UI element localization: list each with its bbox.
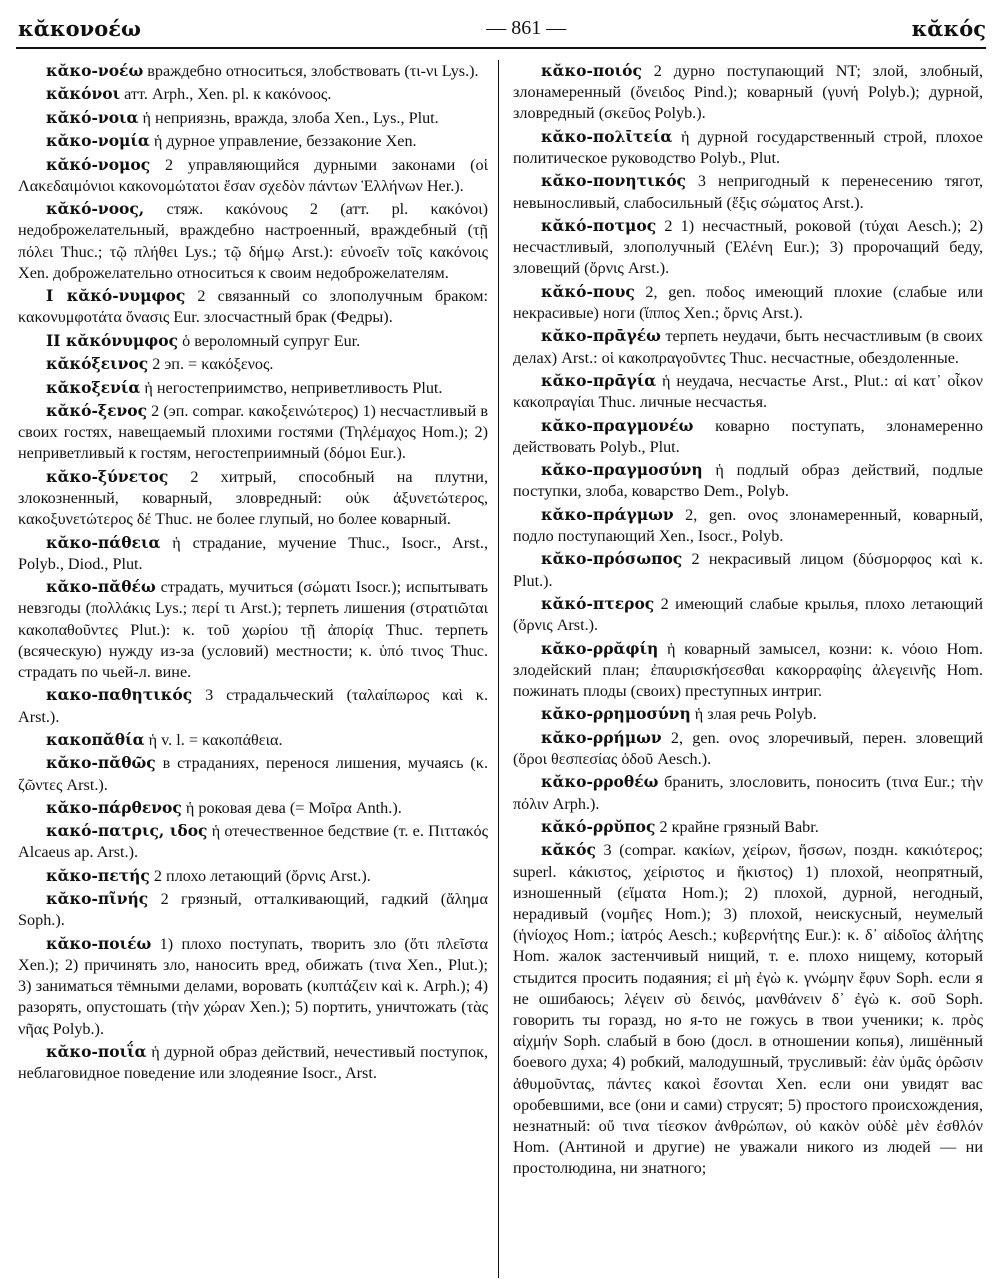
entry-headword: κᾰκό-ξενος bbox=[46, 400, 148, 420]
entry-definition: 2 дурно поступающий NT; злой, злобный, злонамеренный (ὄνειδος Pind.); коварный (γυνή Polyb.); дурной, зловредный (σκεῦος Polyb.). bbox=[513, 62, 983, 123]
dictionary-entry bbox=[18, 83, 488, 105]
dictionary-entry bbox=[513, 459, 983, 502]
dictionary-entry bbox=[18, 466, 488, 531]
entry-definition: 2 связанный со злополучным браком: κακονυμφοτάτα ὄνασις Eur. злосчастный брак (Федры). bbox=[18, 287, 488, 327]
page-number: — 861 — bbox=[486, 16, 567, 39]
entry-headword: κᾰκό-ποτμος bbox=[541, 215, 657, 235]
dictionary-entry bbox=[18, 154, 488, 197]
entry-headword: κᾰκο-ρρημοσύνη bbox=[541, 704, 691, 724]
entry-headword: κᾰκοξενία bbox=[46, 377, 141, 397]
dictionary-entry bbox=[18, 865, 488, 887]
dictionary-entry bbox=[18, 60, 488, 82]
entry-definition: ἡ дурной образ действий, нечестивый поступок, неблаговидное поведение или злодеяние Isocr., Arst. bbox=[18, 1043, 488, 1083]
entry-definition: ἡ страдание, мучение Thuc., Isocr., Arst., Polyb., Diod., Plut. bbox=[18, 533, 488, 573]
left-column bbox=[18, 60, 488, 1278]
dictionary-entry bbox=[18, 130, 488, 152]
entry-headword: κᾰκο-ποιΐα bbox=[46, 1042, 147, 1062]
dictionary-entry bbox=[513, 281, 983, 324]
right-column bbox=[513, 60, 983, 1278]
dictionary-entry bbox=[18, 330, 488, 352]
dictionary-entry bbox=[513, 126, 983, 169]
entry-definition: 1) плохо поступать, творить зло (ὅτι πλεῖστα Xen.); 2) причинять зло, наносить вред, обижать (τινα Xen., Plut.); 3) заниматься тёмными делами, воровать (κυπτάζειν καὶ κ. Arph.); 4) разорять, опустошать (τὴν χώραν Xen.); 5) портить, уничтожать (τὰς νῆας Polyb.). bbox=[18, 934, 488, 1038]
entry-headword: κᾰκο-πρᾱγέω bbox=[541, 326, 661, 346]
entry-definition: ἡ роковая дева (= Μοῖρα Anth.). bbox=[181, 798, 402, 817]
entry-definition: 2 хитрый, способный на плутни, злокозненный, коварный, зловредный: οὐκ ἀξυνετώτερος, κακοξυνετώτερος δέ Thuc. не более глупый, но более коварный. bbox=[18, 467, 488, 529]
entry-headword: κακοπᾰθία bbox=[46, 729, 145, 749]
dictionary-entry bbox=[513, 638, 983, 703]
entry-headword: κᾰκό-νοια bbox=[46, 107, 139, 127]
page-header bbox=[18, 12, 986, 44]
entry-definition: в страданиях, перенося лишения, мучаясь (κ. ζῶντες Arst.). bbox=[18, 754, 488, 794]
entry-definition: 2 1) несчастный, роковой (τύχαι Aesch.); 2) несчастливый, злополучный (Ἑλένη Eur.); 3) пророчащий беду, зловещий (ὄρνις Arst.). bbox=[513, 216, 983, 278]
entry-headword: κακό-πατρις, ιδος bbox=[46, 821, 208, 841]
dictionary-entry bbox=[513, 771, 983, 814]
dictionary-entry bbox=[18, 107, 488, 129]
entry-definition: ἡ неприязнь, вражда, злоба Xen., Lys., Plut. bbox=[138, 108, 439, 127]
entry-definition: бранить, злословить, поносить (τινα Eur.; τὴν πόλιν Arph.). bbox=[513, 773, 983, 813]
dictionary-entry bbox=[513, 703, 983, 725]
dictionary-entry bbox=[513, 60, 983, 125]
dictionary-entry bbox=[513, 215, 983, 280]
entry-headword: κᾰκόξεινος bbox=[46, 354, 149, 374]
entry-definition: коварно поступать, злонамеренно действовать Polyb., Plut. bbox=[513, 416, 983, 456]
dictionary-entry bbox=[513, 370, 983, 413]
dictionary-entry bbox=[513, 593, 983, 636]
column-divider bbox=[498, 60, 499, 1278]
entry-headword: κᾰκο-πετής bbox=[46, 865, 150, 885]
entry-headword: κᾰκο-πρᾱγία bbox=[541, 370, 657, 390]
dictionary-entry bbox=[513, 727, 983, 770]
entry-headword: κᾰκο-πᾰθέω bbox=[46, 577, 156, 597]
entry-headword: κᾰκο-πῖνής bbox=[46, 889, 149, 909]
entry-headword: κᾰκο-πάθεια bbox=[46, 532, 161, 552]
entry-headword: κᾰκο-πάρθενος bbox=[46, 797, 182, 817]
dictionary-entry bbox=[18, 684, 488, 727]
header-rule bbox=[16, 47, 986, 49]
dictionary-entry bbox=[18, 797, 488, 819]
entry-definition: 2 (эп. compar. κακοξεινώτερος) 1) несчастливый в своих гостях, навещаемый плохими гостями (Τηλέμαχος Hom.); 2) неприветливый к гостям, негостеприимный (δόμοι Eur.). bbox=[18, 401, 488, 463]
entry-definition: 2 эп. = κακόξενος. bbox=[148, 355, 274, 374]
entry-headword: κᾰκο-πᾰθῶς bbox=[46, 753, 156, 773]
entry-definition: ἡ злая речь Polyb. bbox=[690, 705, 817, 724]
dictionary-entry bbox=[513, 548, 983, 591]
entry-definition: терпеть неудачи, быть несчастливым (в своих делах) Arst.: οἱ κακοπραγοῦντες Thuc. несчастные, обездоленные. bbox=[513, 327, 983, 367]
entry-headword: κᾰκός bbox=[541, 840, 596, 860]
entry-headword: κᾰκο-ρρήμων bbox=[541, 727, 662, 747]
entry-definition: враждебно относиться, злобствовать (τι-νι Lys.). bbox=[143, 62, 479, 80]
dictionary-entry bbox=[18, 576, 488, 683]
dictionary-entry bbox=[18, 752, 488, 795]
dictionary-entry bbox=[18, 729, 488, 751]
entry-headword: κᾰκο-ρροθέω bbox=[541, 772, 659, 792]
entry-headword: κᾰκο-νοέω bbox=[46, 61, 144, 80]
entry-definition: 2, gen. ονος злоречивый, перен. зловещий (ὅροι θεσπεσίας ὁδοῦ Aesch.). bbox=[513, 728, 983, 768]
entry-definition: 2, gen. ονος злонамеренный, коварный, подло поступающий Xen., Isocr., Polyb. bbox=[513, 505, 983, 545]
entry-headword: κᾰκό-πους bbox=[541, 281, 635, 301]
entry-headword: κᾰκο-ποιός bbox=[541, 61, 642, 80]
entry-definition: 2 управляющийся дурными законами (οἱ Λακεδαιμόνιοι κακονομώτατοι ἔσαν σχεδὸν πάντων Ἑλλήνων Her.). bbox=[18, 155, 488, 195]
entry-definition: 2 имеющий слабые крылья, плохо летающий (ὄρνις Arst.). bbox=[513, 594, 983, 635]
entry-definition: ἡ неудача, несчастье Arst., Plut.: αἱ κατ᾽ οἶκον κακοπραγίαι Thuc. личные несчастья. bbox=[513, 371, 983, 412]
entry-definition: 3 страдальческий (ταλαίπωρος καὶ κ. Arst.). bbox=[18, 686, 488, 726]
entry-definition: ἡ дурное управление, беззаконие Xen. bbox=[149, 132, 417, 151]
entry-definition: 2 некрасивый лицом (δύσμορφος καὶ κ. Plut.). bbox=[513, 550, 983, 590]
entry-definition: 2 грязный, отталкивающий, гадкий (ἄλημα Soph.). bbox=[18, 890, 488, 930]
entry-definition: 2, gen. ποδος имеющий плохие (слабые или некрасивые) ноги (ἵππος Xen.; ὄρνις Arst.). bbox=[513, 282, 983, 322]
dictionary-entry bbox=[513, 170, 983, 213]
entry-definition: 2 крайне грязный Babr. bbox=[655, 817, 819, 836]
entry-definition: стяж. κακόνους 2 (атт. pl. κακόνοι) недоброжелательный, враждебно настроенный, враждебный (τῇ πόλει Thuc.; τῷ πλήθει Lys.; τῷ δήμῳ Arst.): εὐνοεῖν τοῖς κακόνοις Xen. доброжелательно относиться к своим недоброжелателям. bbox=[18, 200, 488, 282]
dictionary-entry bbox=[18, 888, 488, 931]
entry-definition: ἡ v. l. = κακοπάθεια. bbox=[144, 730, 283, 749]
entry-headword: κᾰκο-πραγμοσύνη bbox=[541, 460, 703, 480]
entry-headword: κᾰκο-πρόσωπος bbox=[541, 549, 683, 569]
dictionary-entry bbox=[18, 1041, 488, 1084]
entry-definition: ἡ дурной государственный строй, плохое политическое руководство Polyb., Plut. bbox=[513, 127, 983, 167]
entry-headword: κᾰκο-ποιέω bbox=[46, 933, 152, 953]
dictionary-entry bbox=[18, 820, 488, 863]
left-running-head: κᾰκονοέω bbox=[18, 15, 141, 41]
dictionary-entry bbox=[18, 377, 488, 399]
entry-headword: κᾰκό-πτερος bbox=[541, 593, 655, 613]
entry-headword: κακο-παθητικός bbox=[46, 685, 193, 705]
entry-definition: 3 непригодный к перенесению тягот, невыносливый, слабосильный (ἕξις σώματος Arst.). bbox=[513, 172, 983, 212]
entry-headword: κᾰκόνοι bbox=[46, 84, 121, 104]
entry-headword: κᾰκο-πολῑτεία bbox=[541, 126, 673, 146]
entry-definition: страдать, мучиться (σώματι Isocr.); испытывать невзгоды (πολλάκις Lys.; περί τι Arst.); терпеть лишения (στρατιῶται κακοπαθοῦντες Plut.): κ. τοῦ χωρίου τῇ ἀπορίᾳ Thuc. терпеть (всяческую) нужду из-за (условий) местности; κ. ὑπό τινος Thuc. страдать по чьей-л. вине. bbox=[18, 578, 488, 681]
entry-definition: ἡ отечественное бедствие (т. е. Πιττακός Alcaeus ap. Arst.). bbox=[18, 822, 488, 862]
entry-definition: ὁ вероломный супруг Eur. bbox=[178, 331, 361, 350]
dictionary-entry bbox=[18, 198, 488, 284]
entry-headword: κᾰκό-νοος, bbox=[46, 199, 145, 219]
entry-headword: κᾰκο-νομία bbox=[46, 131, 150, 151]
dictionary-entry bbox=[513, 415, 983, 458]
entry-definition: ἡ коварный замысел, козни: κ. νόοιο Hom. злодейский план; ἐπαυρισκήσεσθαι κακορραφίης ἀλεγεινῆς Hom. пожинать плоды (своих) преступных интриг. bbox=[513, 639, 983, 700]
dictionary-entry bbox=[513, 839, 983, 1179]
dictionary-entry bbox=[513, 504, 983, 547]
entry-headword: κᾰκο-πραγμονέω bbox=[541, 415, 694, 435]
dictionary-entry bbox=[513, 325, 983, 368]
entry-headword: II κᾰκόνυμφος bbox=[46, 330, 179, 350]
entry-headword: κᾰκο-ρρᾰφίη bbox=[541, 638, 659, 658]
entry-headword: κᾰκο-ξύνετος bbox=[46, 466, 169, 486]
right-running-head: κᾰκός bbox=[911, 15, 986, 41]
entry-headword: κᾰκό-νομος bbox=[46, 154, 151, 174]
entry-headword: κᾰκο-πράγμων bbox=[541, 504, 674, 524]
dictionary-entry bbox=[18, 285, 488, 328]
dictionary-entry bbox=[18, 532, 488, 575]
entry-headword: κᾰκο-πονητικός bbox=[541, 171, 686, 191]
dictionary-entry bbox=[18, 400, 488, 465]
entry-headword: κᾰκό-ρρῠπος bbox=[541, 816, 656, 836]
entry-definition: ἡ подлый образ действий, подлые поступки, злоба, коварство Dem., Polyb. bbox=[513, 461, 983, 501]
dictionary-entry bbox=[513, 816, 983, 838]
entry-definition: 2 плохо летающий (ὄρνις Arst.). bbox=[149, 866, 371, 885]
dictionary-entry bbox=[18, 933, 488, 1040]
dictionary-entry bbox=[18, 353, 488, 375]
entry-definition: атт. Arph., Xen. pl. к κακόνοος. bbox=[120, 85, 332, 104]
entry-definition: ἡ негостеприимство, неприветливость Plut. bbox=[140, 378, 443, 397]
entry-headword: I κᾰκό-νυμφος bbox=[46, 286, 186, 306]
entry-definition: 3 (compar. κακίων, χείρων, ἥσσων, поздн. κακιότερος; superl. κάκιστος, χείριστος и ἥκιστος) 1) плохой, неопрятный, изношенный (εἵματα Hom.); 2) плохой, дурной, негодный, нерадивый (νομῆες Hom.); 3) плохой, неискусный, неумелый (ἡνίοχος Hom.; ἰατρός Aesch.; κυβερνήτης Eur.): κ. δ᾽ αἰδοῖος ἀλήτης Hom. жалок застенчивый нищий, т. е. плохо нищему, который стыдится просить подаяния; εἰ μὴ ἐγὼ κ. γνώμην ἔφυν Soph. если я не ошибаюсь; λέγειν σὺ δεινός, μανθάνειν δ᾽ ἐγὼ κ. σοῦ Soph. говорить ты горазд, но я-то не гожусь в твои ученики; κ. πρὸς αἰχμήν Soph. слабый в бою (досл. в отношении копья), лишённый боевого духа; 4) робкий, малодушный, трусливый: ἐὰν ὑμᾶς ὁρῶσιν ἀθυμοῦντας, πάντες κακοὶ ἔσονται Xen. если они увидят вас оробевшими, все (они и сами) струсят; 5) простого происхождения, незнатный: οὔ τινα τίεσκον ἀνθρώπων, οὐ κακὸν οὐδὲ μὲν ἐσθλόν Hom. (Антиной и другие) не уважали никого из людей — ни простолюдина, ни знатного; bbox=[513, 841, 983, 1178]
